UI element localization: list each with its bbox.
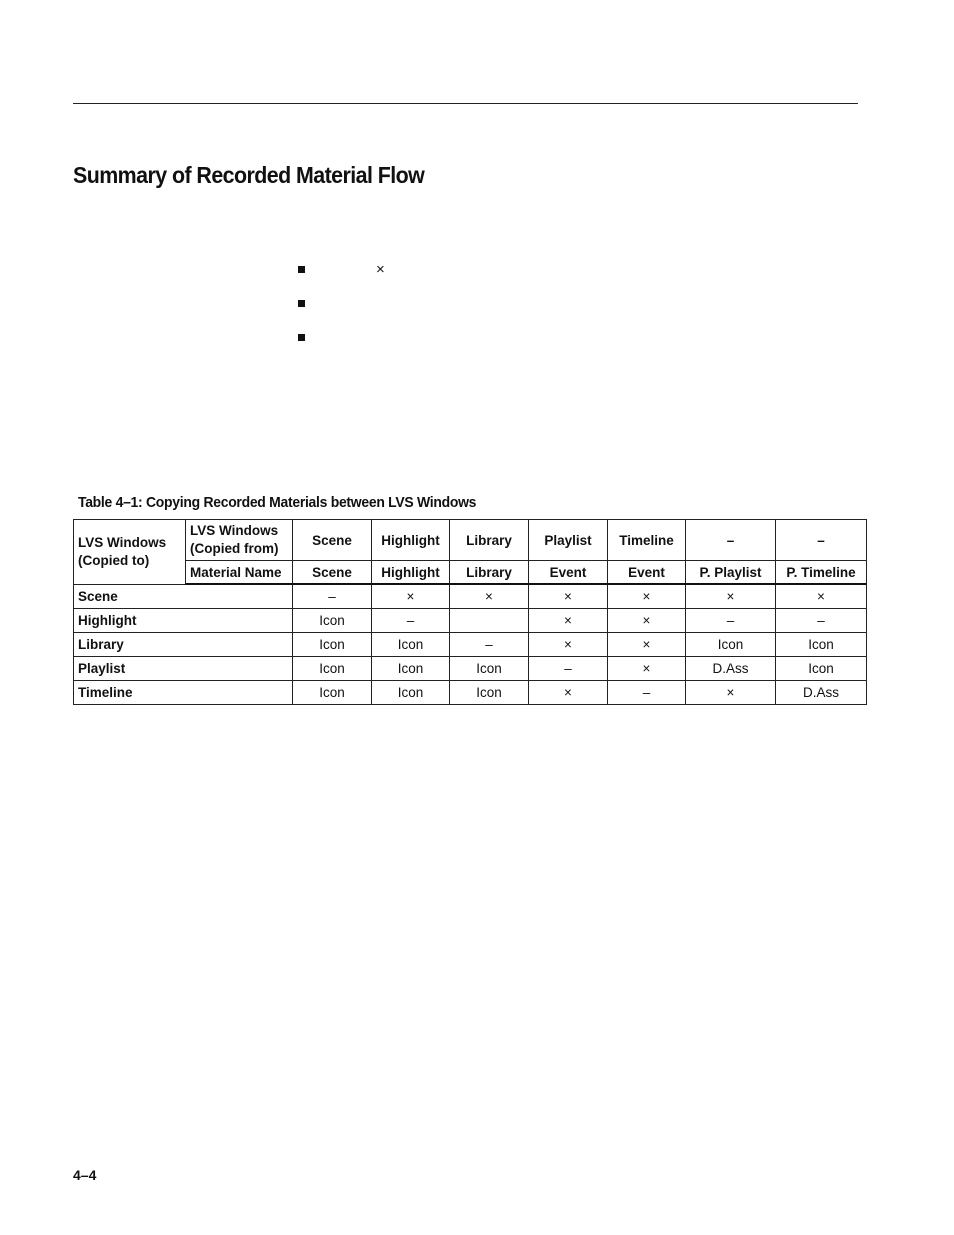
- table-row: [74, 657, 867, 681]
- page-title: Summary of Recorded Material Flow: [73, 162, 425, 188]
- header-window: –: [776, 520, 867, 561]
- header-material: Event: [529, 561, 608, 585]
- table-cell: ×: [608, 584, 686, 609]
- table-cell: Icon: [686, 633, 776, 657]
- table-cell: Icon: [293, 681, 372, 705]
- header-material: P. Playlist: [686, 561, 776, 585]
- bullet-square-icon: [298, 334, 305, 341]
- table-cell: ×: [686, 584, 776, 609]
- header-rule: [73, 103, 858, 104]
- bullet-square-icon: [298, 300, 305, 307]
- bullet-square-icon: [298, 266, 305, 273]
- table-cell: ×: [776, 584, 867, 609]
- table-cell: Icon: [372, 633, 450, 657]
- table-cell: ×: [529, 609, 608, 633]
- table-cell: ×: [608, 657, 686, 681]
- table-cell: –: [529, 657, 608, 681]
- row-label: Playlist: [74, 657, 293, 681]
- table-caption: Table 4–1: Copying Recorded Materials between LVS Windows: [78, 494, 477, 511]
- table-cell: Icon: [450, 657, 529, 681]
- table-cell: ×: [608, 609, 686, 633]
- header-material: Highlight: [372, 561, 450, 585]
- table-cell: –: [293, 584, 372, 609]
- table-cell: [450, 609, 529, 633]
- table-cell: Icon: [776, 657, 867, 681]
- header-copied-to: LVS Windows (Copied to): [74, 520, 186, 585]
- row-label: Timeline: [74, 681, 293, 705]
- header-window: –: [686, 520, 776, 561]
- header-window: Highlight: [372, 520, 450, 561]
- header-material-name: Material Name: [186, 561, 293, 585]
- header-window: Library: [450, 520, 529, 561]
- header-window: Playlist: [529, 520, 608, 561]
- row-label: Highlight: [74, 609, 293, 633]
- table-cell: Icon: [293, 609, 372, 633]
- table-row: [74, 609, 867, 633]
- table-cell: Icon: [372, 681, 450, 705]
- table-cell: –: [608, 681, 686, 705]
- header-copied-from: LVS Windows (Copied from): [186, 520, 293, 561]
- table-cell: ×: [608, 633, 686, 657]
- page-number: 4–4: [73, 1167, 97, 1183]
- table-row: [74, 633, 867, 657]
- table-cell: ×: [372, 584, 450, 609]
- header-material: Library: [450, 561, 529, 585]
- multiply-mark: ×: [376, 261, 385, 278]
- table-cell: ×: [450, 584, 529, 609]
- table-cell: ×: [529, 681, 608, 705]
- row-label: Scene: [74, 584, 293, 609]
- table-row: [74, 681, 867, 705]
- table-cell: Icon: [372, 657, 450, 681]
- table-cell: –: [450, 633, 529, 657]
- table-row: [74, 584, 867, 609]
- table-cell: D.Ass: [686, 657, 776, 681]
- header-material: Event: [608, 561, 686, 585]
- material-flow-table: [73, 519, 867, 705]
- header-material: Scene: [293, 561, 372, 585]
- header-window: Scene: [293, 520, 372, 561]
- table-cell: –: [372, 609, 450, 633]
- table-cell: Icon: [293, 657, 372, 681]
- table-cell: ×: [686, 681, 776, 705]
- table-cell: Icon: [450, 681, 529, 705]
- row-label: Library: [74, 633, 293, 657]
- table-cell: Icon: [293, 633, 372, 657]
- header-window: Timeline: [608, 520, 686, 561]
- header-material: P. Timeline: [776, 561, 867, 585]
- table-cell: ×: [529, 584, 608, 609]
- table-cell: Icon: [776, 633, 867, 657]
- table-cell: –: [686, 609, 776, 633]
- table-cell: –: [776, 609, 867, 633]
- table-cell: ×: [529, 633, 608, 657]
- table-cell: D.Ass: [776, 681, 867, 705]
